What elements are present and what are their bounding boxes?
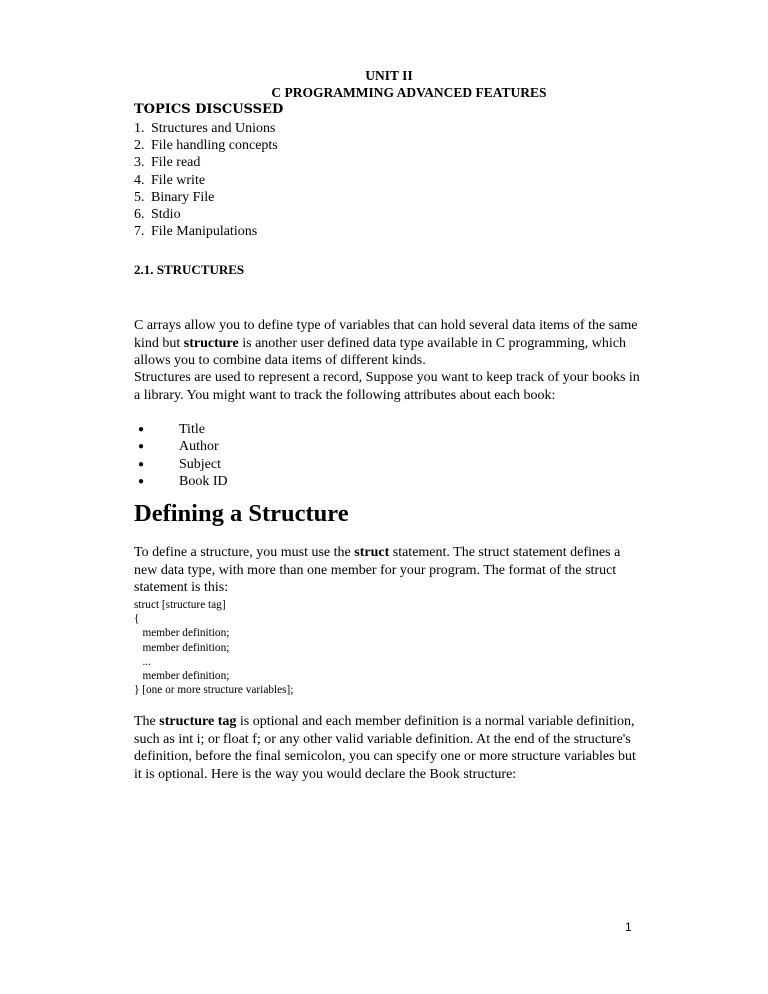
list-number: 7. — [134, 224, 145, 240]
paragraph-struct — [134, 544, 644, 597]
list-number: 2. — [134, 138, 145, 154]
code-line: struct [structure tag] — [134, 599, 226, 611]
paragraph-text: The — [134, 714, 160, 729]
list-number: 4. — [134, 172, 145, 188]
code-line: member definition; — [134, 670, 230, 683]
list-item — [134, 456, 228, 473]
unit-title: UNIT II — [365, 68, 413, 83]
list-item — [134, 189, 278, 206]
code-line: member definition; — [134, 641, 230, 654]
section-heading: 2.1. STRUCTURES — [134, 262, 245, 277]
code-line: } [one or more structure variables]; — [134, 684, 294, 697]
list-text: File write — [151, 172, 206, 188]
bullet-icon: ● — [138, 475, 145, 487]
code-line: { — [134, 613, 140, 626]
list-item — [134, 120, 278, 137]
list-item — [134, 473, 228, 490]
paragraph-text: C arrays allow you to define type of variables that can hold several data items of the same kind but — [134, 318, 638, 351]
paragraph-text: To define a structure, you must use the — [134, 545, 355, 560]
list-item — [134, 154, 278, 171]
bullet-icon: ● — [138, 424, 145, 435]
topics-heading: TOPICS DISCUSSED — [134, 102, 284, 117]
list-text: File Manipulations — [151, 224, 258, 240]
paragraph-text: is optional and each member definition is a normal variable definition, such as int i; or float f; or any other valid variable definition. At the end of the structure's definition, before the final semicolon, you can specify one or more structure variables but it is optional. Here is the way you would declare the Book structure: — [134, 714, 636, 782]
list-text: Stdio — [151, 207, 181, 223]
bold-term: struct — [354, 545, 390, 560]
list-text: File handling concepts — [151, 138, 278, 154]
list-number: 3. — [134, 155, 145, 171]
topics-list — [134, 120, 278, 240]
list-text: Book ID — [179, 473, 228, 489]
attribute-list — [134, 421, 228, 490]
paragraph-structure-tag — [134, 713, 644, 783]
list-text: Structures and Unions — [151, 121, 276, 136]
list-number: 1. — [134, 121, 145, 136]
list-item — [134, 223, 278, 240]
list-item — [134, 206, 278, 223]
list-item — [134, 438, 228, 455]
bold-term: structure — [183, 335, 239, 351]
list-text: File read — [151, 155, 201, 171]
bullet-icon: ● — [138, 458, 145, 470]
paragraph-records: Structures are used to represent a record, Suppose you want to keep track of your books in a library. You might want to track the following attributes about each book: — [134, 370, 640, 403]
defining-heading: Defining a Structure — [134, 500, 349, 527]
paragraph-arrays — [134, 317, 644, 370]
bold-term: structure tag — [159, 714, 237, 729]
list-item — [134, 172, 278, 189]
paragraph-text: is another user defined data type available in C programming, which allows you to combine data items of different kinds. — [134, 335, 626, 368]
list-text: Subject — [179, 456, 221, 472]
list-text: Title — [179, 422, 205, 437]
list-item — [134, 421, 228, 438]
bullet-icon: ● — [138, 441, 145, 453]
unit-subtitle: C PROGRAMMING ADVANCED FEATURES — [271, 85, 547, 100]
list-item — [134, 137, 278, 154]
list-number: 5. — [134, 189, 145, 205]
list-number: 6. — [134, 207, 145, 223]
code-line: ... — [134, 655, 151, 668]
code-line: member definition; — [134, 627, 230, 640]
list-text: Author — [179, 439, 219, 455]
list-text: Binary File — [151, 189, 215, 205]
code-block — [134, 598, 293, 697]
paragraph-text: statement. The struct statement defines a new data type, with more than one member for your program. The format of the struct statement is this: — [134, 545, 621, 595]
page-number: 1 — [625, 920, 632, 934]
